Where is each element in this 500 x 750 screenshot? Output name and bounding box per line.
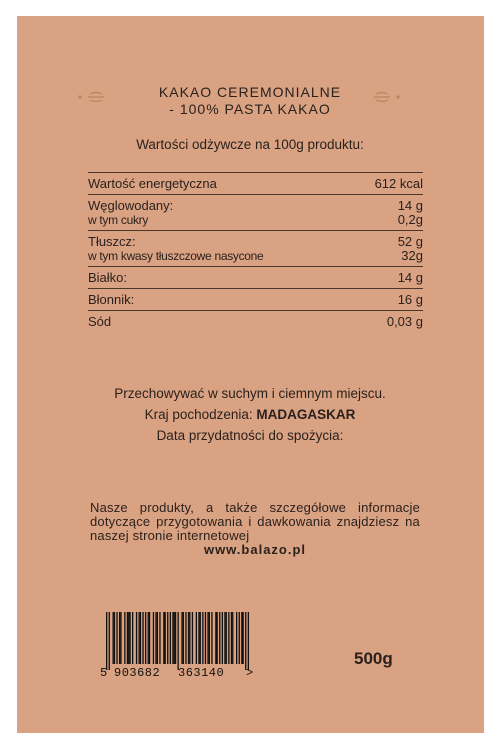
barcode-bar (248, 612, 249, 670)
barcode-bar (200, 612, 201, 664)
barcode-bar (189, 612, 190, 664)
expiry-line: Data przydatności do spożycia: (156, 428, 344, 443)
row-sub-value: 32g (401, 248, 423, 263)
row-value: 612 kcal (374, 176, 423, 191)
row-label: Białko: (88, 270, 128, 285)
barcode-bar (198, 612, 199, 664)
barcode-bar (106, 612, 107, 670)
barcode-bar (136, 612, 137, 664)
table-row (88, 172, 423, 194)
row-label: Sód (88, 314, 112, 329)
barcode-bar (228, 612, 229, 664)
barcode-bar (153, 612, 154, 664)
barcode-digit-first: 5 (100, 666, 108, 678)
nutrition-table (88, 172, 423, 332)
barcode-bar (145, 612, 146, 664)
website-info (90, 501, 420, 557)
barcode-bar (202, 612, 203, 664)
barcode-bar (239, 612, 240, 664)
barcode-bar (183, 612, 184, 664)
barcode-bar (217, 612, 218, 664)
barcode-bar (128, 612, 129, 664)
storage-line: Przechowywać w suchym i ciemnym miejscu. (114, 386, 386, 401)
nutrition-heading: Wartości odżywcze na 100g produktu: (136, 137, 364, 152)
row-value: 14 g (397, 270, 423, 285)
barcode-bar (132, 612, 133, 664)
barcode-bar (163, 612, 164, 664)
row-label: Węglowodany: (88, 198, 174, 213)
barcode-bar (231, 612, 232, 664)
barcode-bar (165, 612, 166, 664)
info-text: Nasze produkty, a także szczegółowe informacje dotyczące przygotowania i dawkowania znajdziesz na naszej stronie internetowej (90, 500, 420, 543)
product-title (0, 84, 500, 118)
row-label: Błonnik: (88, 292, 135, 307)
barcode-bar (174, 612, 175, 664)
barcode-bar (185, 612, 186, 664)
net-weight: 500g (354, 649, 393, 668)
barcode-bar (245, 612, 246, 670)
barcode-bar (159, 612, 160, 664)
barcode-bar (167, 612, 168, 664)
table-row (88, 194, 423, 230)
title-line-2: - 100% PASTA KAKAO (169, 101, 331, 117)
barcode-bar (129, 612, 130, 664)
row-label: Wartość energetyczna (88, 176, 217, 191)
barcode-bar (172, 612, 173, 664)
row-label: Tłuszcz: (88, 234, 136, 249)
barcode-bar (192, 612, 193, 664)
barcode-bar (140, 612, 141, 664)
barcode-bar (209, 612, 210, 664)
barcode-bar (241, 612, 242, 664)
barcode-bar (149, 612, 150, 664)
barcode-bar (175, 612, 176, 664)
barcode-bar (114, 612, 115, 664)
row-sub-value: 0,2g (397, 212, 423, 227)
barcode-bar (215, 612, 216, 664)
barcode-bar (148, 612, 149, 664)
barcode-bar (139, 612, 140, 664)
row-value: 14 g (397, 198, 423, 213)
barcode (100, 610, 260, 678)
barcode-bar (120, 612, 121, 664)
row-value: 0,03 g (386, 314, 423, 329)
barcode-bar (155, 612, 156, 664)
website-url: www.balazo.pl (203, 542, 307, 557)
barcode-bar (243, 612, 244, 664)
barcode-bar (116, 612, 117, 664)
barcode-bar (188, 612, 189, 664)
row-sub-label: w tym kwasy tłuszczowe nasycone (88, 249, 264, 263)
barcode-bar (109, 612, 110, 670)
barcode-group-1: 903682 (114, 666, 161, 678)
barcode-bar (196, 612, 197, 664)
barcode-bar (226, 612, 227, 664)
barcode-bar (157, 612, 158, 664)
storage-info (0, 383, 500, 446)
barcode-bar (207, 612, 208, 664)
origin-line (0, 404, 500, 425)
table-row (88, 288, 423, 310)
barcode-bar (178, 612, 179, 670)
barcode-bar (113, 612, 114, 664)
row-sub-label: w tym cukry (88, 213, 149, 227)
table-row (88, 310, 423, 332)
barcode-bar (142, 612, 143, 664)
barcode-group-2: 363140 (178, 666, 225, 678)
barcode-bar (224, 612, 225, 664)
barcode-bar (232, 612, 233, 664)
barcode-bar (124, 612, 125, 664)
barcode-bar (236, 612, 237, 664)
barcode-bar (211, 612, 212, 664)
table-row (88, 230, 423, 266)
title-line-1: KAKAO CEREMONIALNE (158, 84, 342, 100)
origin-label: Kraj pochodzenia: (144, 407, 253, 422)
barcode-bar (222, 612, 223, 664)
origin-value: MADAGASKAR (256, 407, 356, 422)
row-value: 52 g (397, 234, 423, 249)
barcode-bar (127, 612, 128, 664)
barcode-bar (181, 612, 182, 664)
barcode-bar (119, 612, 120, 664)
barcode-bar (205, 612, 206, 664)
table-row (88, 266, 423, 288)
barcode-bar (170, 612, 171, 664)
barcode-bar (219, 612, 220, 664)
row-value: 16 g (397, 292, 423, 307)
barcode-marker: > (246, 666, 254, 678)
